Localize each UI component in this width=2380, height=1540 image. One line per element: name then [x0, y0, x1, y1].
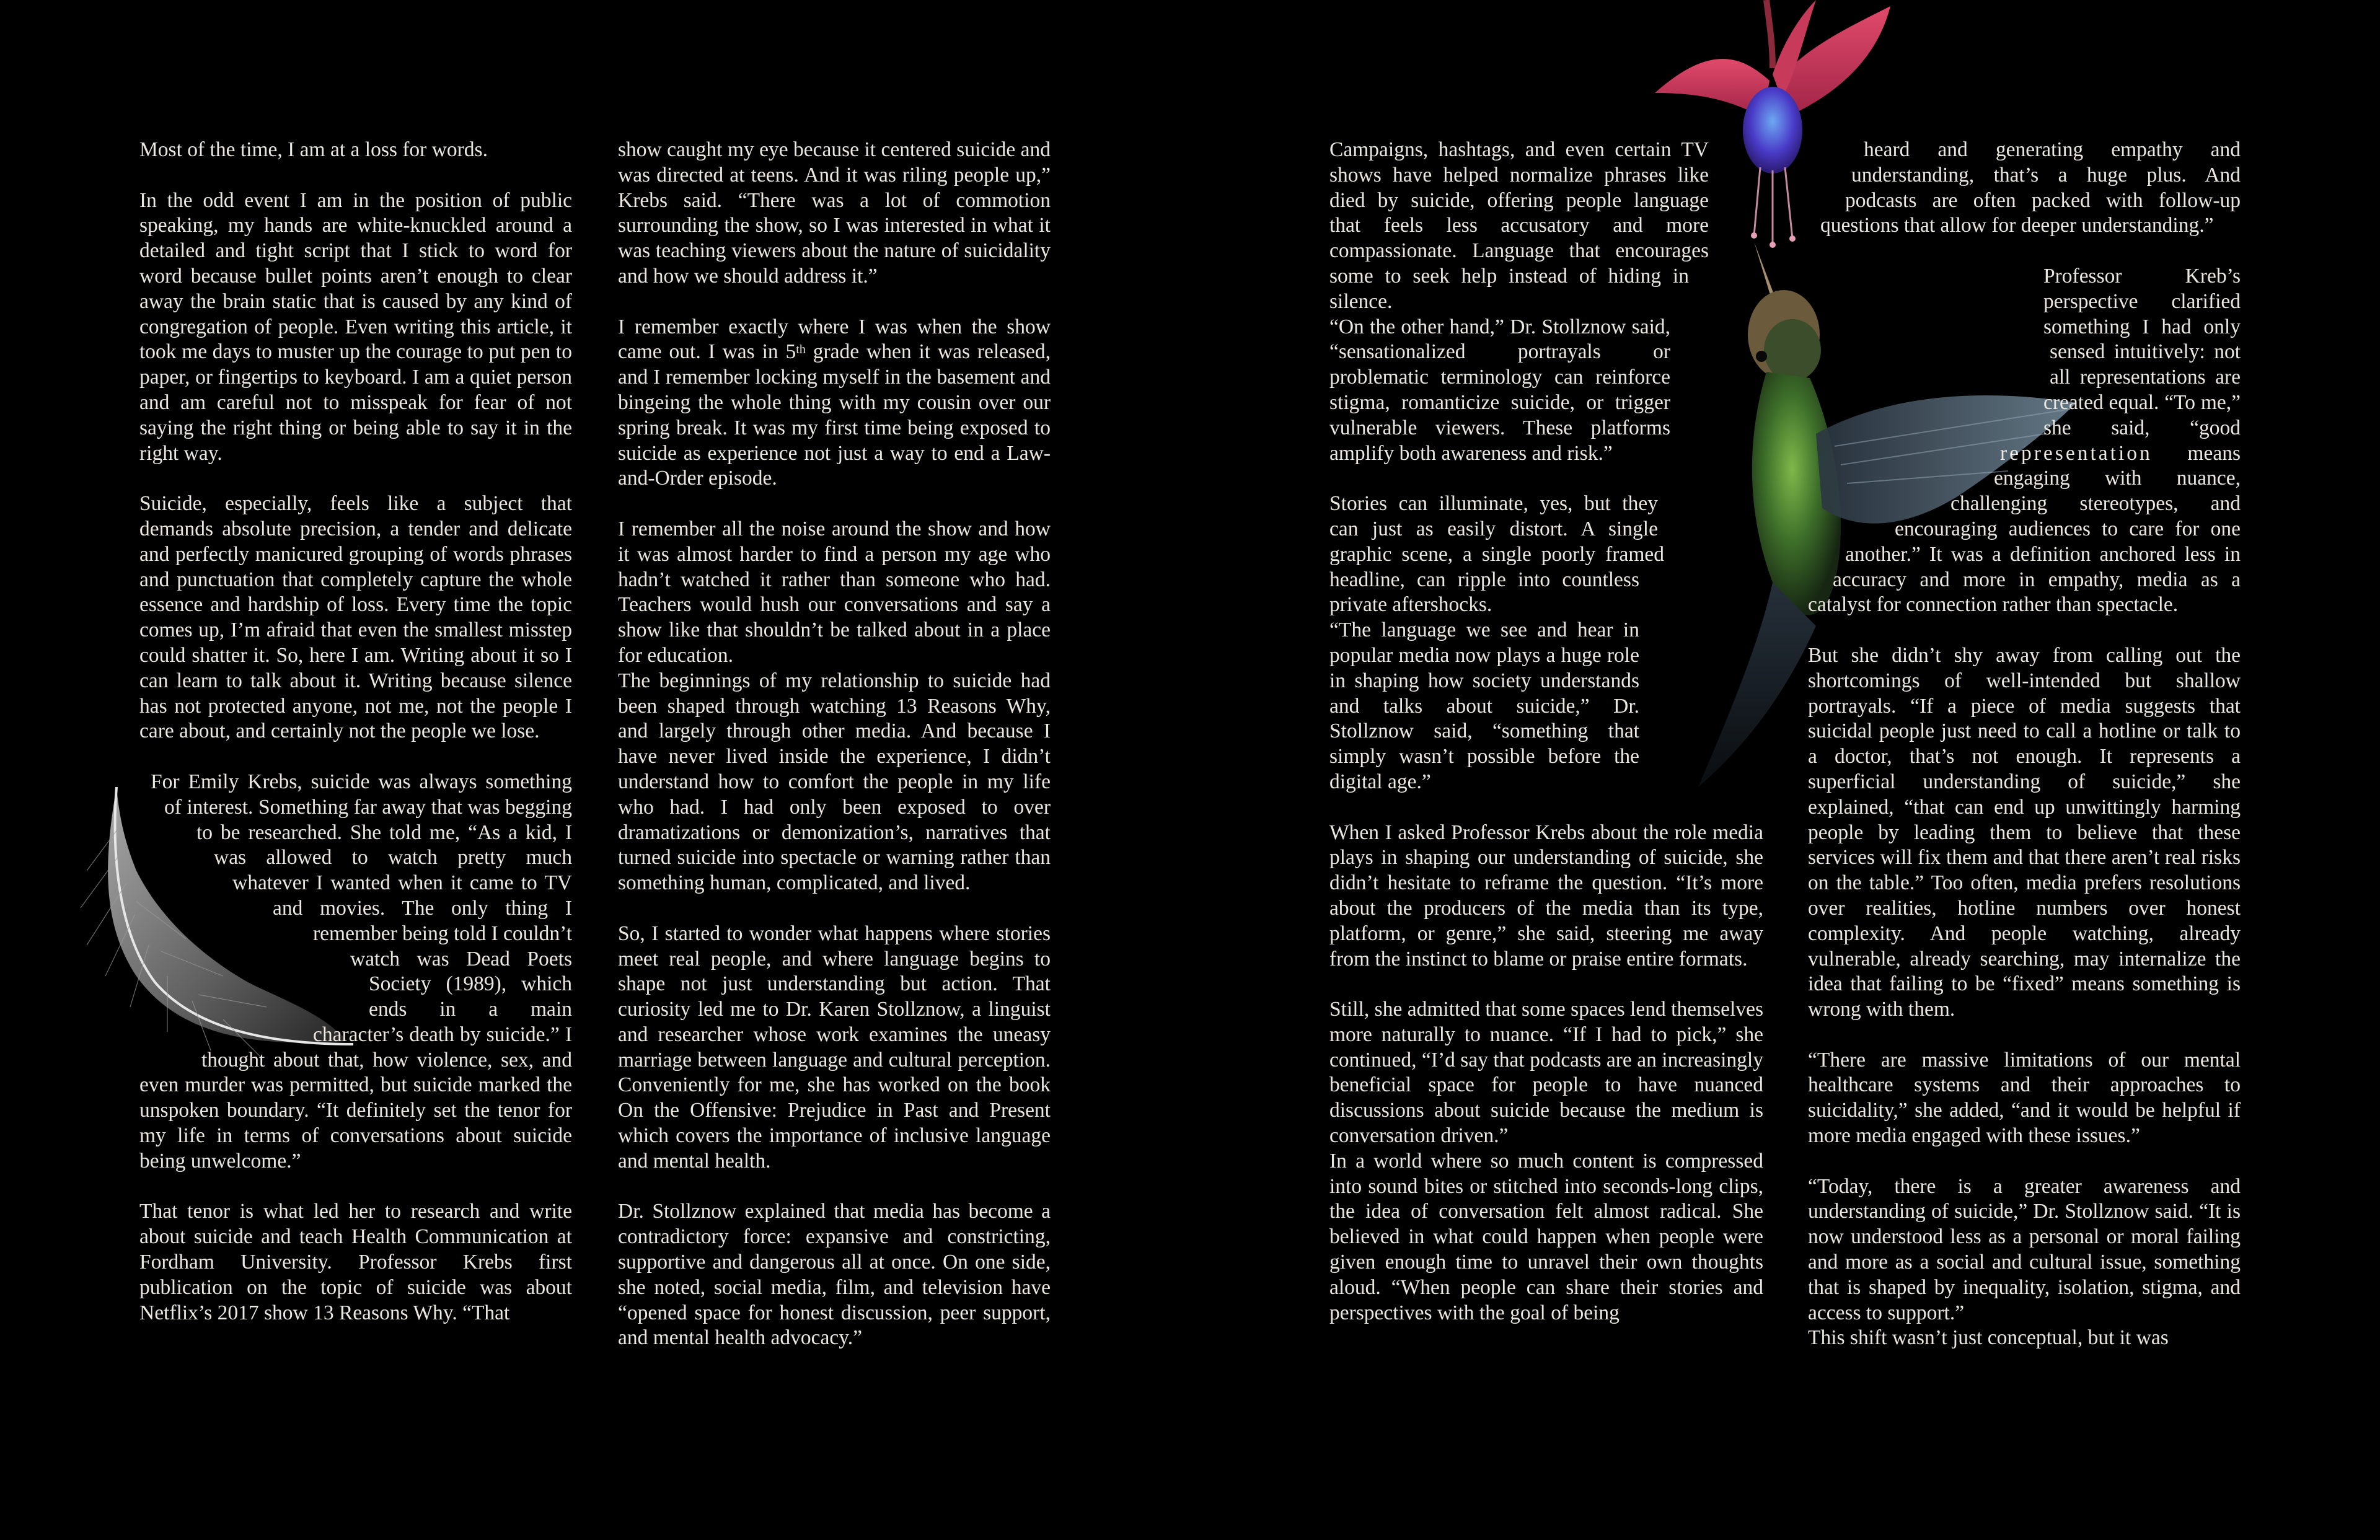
wing-wrap-block: [1808, 138, 2241, 618]
paragraph: [618, 315, 1051, 492]
paragraph: show caught my eye because it centered suicide and was directed at teens. And it was riling people up,” Krebs said. “There was a lot of commotion surrounding the show, so I was interested in what it was teaching viewers about the nature of suicidality and how we should address it.”: [618, 138, 1051, 288]
paragraph: I remember all the noise around the show and how it was almost harder to find a person my age who hadn’t watched it rather than someone who had. Teachers would hush our conversations and say a show like that shouldn’t be talked about in a place for education.: [618, 517, 1051, 667]
paragraph: Suicide, especially, feels like a subject that demands absolute precision, a tender and delicate and perfectly manicured grouping of words phrases and punctuation that completely capture the whole essence and hardship of loss. Every time the topic comes up, I’m afraid that even the smallest misstep could shatter it. So, here I am. Writing about it so I can learn to talk about it. Writing because silence has not protected anyone, not me, not the people I care about, and certainly not the people we lose.: [139, 492, 572, 743]
article-column-4: [1808, 138, 2241, 1376]
paragraph: In a world where so much content is compressed into sound bites or stitched into seconds-long clips, the idea of conversation felt almost radical. She believed in what could happen when people were given enough time to unravel their own thoughts aloud. “When people can share their stories and perspectives with the goal of being: [1329, 1149, 1763, 1324]
text-run: Professor Kreb’s perspective clarified something I had only sensed intuitively: not all representations are created equal. “To me,” she said, “good: [2043, 264, 2241, 439]
hummingbird-wrap-block: [1329, 138, 1763, 795]
paragraph: In the odd event I am in the position of public speaking, my hands are white-knuckled around a detailed and tight script that I stick to word for word because bullet points aren’t enough to clear away the brain static that is caused by any kind of congregation of people. Even writing this article, it took me days to muster up the courage to put pen to paper, or fingertips to keyboard. I am a quiet person and am careful not to misspeak for fear of not saying the right thing or being able to say it in the right way.: [139, 188, 572, 465]
paragraph: Stories can illuminate, yes, but they can just as easily distort. A single graphic scene, a single poorly framed headline, can ripple into countless private aftershocks.: [1329, 492, 1664, 617]
paragraph: Most of the time, I am at a loss for words.: [139, 138, 488, 161]
paragraph: The beginnings of my relationship to suicide had been shaped through watching 13 Reasons Why, and largely through other media. And because I have never lived inside the experience, I didn’t understand how to comfort the people in my life who had. I had only been exposed to over dramatizations or demonization’s, narratives that turned suicide into spectacle or warning rather than something human, complicated, and lived.: [618, 669, 1051, 895]
paragraph: Dr. Stollznow explained that media has become a contradictory force: expansive and constricting, supportive and dangerous all at once. On one side, she noted, social media, film, and television have “opened space for honest discussion, peer support, and mental health advocacy.”: [618, 1200, 1051, 1350]
paragraph: That tenor is what led her to research and write about suicide and teach Health Communication at Fordham University. Professor Krebs first publication on the topic of suicide was about Netflix’s 2017 show 13 Reasons Why. “That: [139, 1200, 572, 1324]
paragraph: “The language we see and hear in popular media now plays a huge role in shaping how society understands and talks about suicide,” Dr. Stollznow said, “something that simply wasn’t possible before the digital age.”: [1329, 618, 1639, 793]
feather-wrap-paragraph: [139, 770, 572, 1174]
paragraph: But she didn’t shy away from calling out the shortcomings of well-intended but shallow portrayals. “If a piece of media suggests that suicidal people just need to call a hotline or talk to a doctor, that’s not enough. It represents a superficial understanding of suicide,” she explained, “that can end up unwittingly harming people by leading them to believe that these services will fix them and that there aren’t real risks on the table.” Too often, media prefers resolutions over realities, hotline numbers over honest complexity. And people watching, already vulnerable, already searching, may internalize the idea that failing to be “fixed” means something is wrong with them.: [1808, 643, 2241, 1021]
paragraph: This shift wasn’t just conceptual, but it was: [1808, 1326, 2169, 1350]
article-column-2: [618, 138, 1051, 1376]
paragraph: So, I started to wonder what happens where stories meet real people, and where language begins to shape not just understanding but action. That curiosity led me to Dr. Karen Stollznow, a linguist and researcher whose work examines the uneasy marriage between language and cultural perception. Conveniently for me, she has worked on the book On the Offensive: Prejudice in Past and Present which covers the importance of inclusive language and mental health.: [618, 922, 1051, 1173]
text-run-spaced: representation: [2000, 441, 2153, 465]
paragraph: Campaigns, hashtags, and even certain TV shows have helped normalize phrases like died by suicide, offering people language that feels less accusatory and more compassionate. Language that encourages some to seek help instead of hiding in silence.: [1329, 138, 1709, 313]
article-column-3: [1329, 138, 1763, 1351]
paragraph: “There are massive limitations of our mental healthcare systems and their approaches to suicidality,” she added, “and it would be helpful if more media engaged with these issues.”: [1808, 1048, 2241, 1148]
text-run: I remember exactly where I was when the show came out. I was in 5: [618, 315, 1051, 364]
paragraph: “Today, there is a greater awareness and understanding of suicide,” Dr. Stollznow said. “It is now understood less as a personal or moral failing and more as a social and cultural issue, something that is shaped by inequality, isolation, stigma, and access to support.”: [1808, 1174, 2241, 1324]
superscript: th: [796, 343, 806, 357]
text-run: grade when it was released, and I remember locking myself in the basement and bingeing the whole thing with my cousin over our spring break. It was my first time being exposed to suicide as experience not just a way to end a Law-and-Order episode.: [618, 340, 1051, 490]
paragraph: For Emily Krebs, suicide was always something of interest. Something far away that was begging to be researched. She told me, “As a kid, I was allowed to watch pretty much whatever I wanted when it came to TV and movies. The only thing I remember being told I couldn’t watch was Dead Poets Society (1989), which ends in a main character’s death by suicide.” I thought about that, how violence, sex, and even murder was permitted, but suicide marked the unspoken boundary. “It definitely set the tenor for my life in terms of conversations about suicide being unwelcome.”: [139, 770, 573, 1173]
paragraph: Still, she admitted that some spaces lend themselves more naturally to nuance. “If I had to pick,” she continued, “I’d say that podcasts are an increasingly beneficial space for people to have nuanced discussions about suicide because the medium is conversation driven.”: [1329, 998, 1763, 1148]
text-run: means engaging with nuance, challenging stereotypes, and encouraging audiences to care for one another.” It was a definition anchored less in accuracy and more in empathy, media as a catalyst for connection rather than spectacle.: [1808, 441, 2241, 617]
paragraph: heard and generating empathy and understanding, that’s a huge plus. And podcasts are often packed with follow-up questions that allow for deeper understanding.”: [1820, 138, 2241, 237]
article-column-1: [139, 138, 572, 1351]
paragraph: “On the other hand,” Dr. Stollznow said, “sensationalized portrayals or problematic terminology can reinforce stigma, romanticize suicide, or trigger vulnerable viewers. These platforms amplify both awareness and risk.”: [1329, 315, 1670, 465]
paragraph: When I asked Professor Krebs about the role media plays in shaping our understanding of suicide, she didn’t hesitate to reframe the question. “It’s more about the producers of the media than its type, platform, or genre,” she said, steering me away from the instinct to blame or praise entire formats.: [1329, 821, 1763, 970]
